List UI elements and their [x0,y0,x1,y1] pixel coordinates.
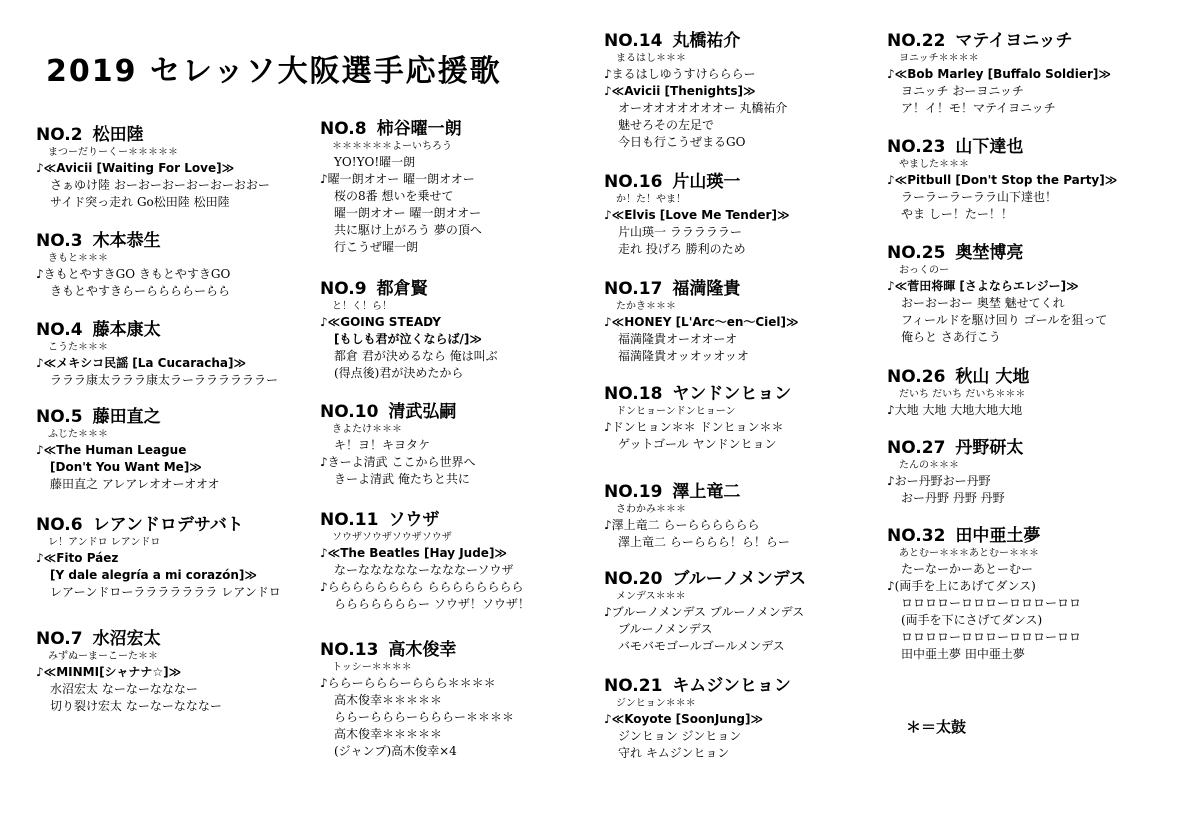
lyric-line: ア！イ！モ！マテイヨニッチ [901,101,1056,115]
chant-call: たかき＊＊＊ [616,301,676,312]
player-header [887,525,1157,547]
player-name: 福満隆貴 [672,279,741,299]
lyric-line: 桜の8番 想いを乗せて [334,189,454,203]
song-entry [604,568,874,655]
lyric-line: ♪ららーらららーららら＊＊＊＊ [320,676,496,690]
lyric-line: ロロロローロロローロロローロロ [901,630,1082,644]
lyric-line: たーなーかーあとーむー [901,562,1034,576]
player-name: 柿谷曜一朗 [376,119,462,139]
player-number: NO.32 [887,526,946,546]
lyric-line: (得点後)君が決めたから [334,366,464,380]
lyric-line: ラーラーラーララ山下達也！ [901,190,1058,204]
chant-call: さわかみ＊＊＊ [616,504,686,515]
song-source: [Y dale alegría a mi corazón]≫ [50,568,257,582]
player-name: レアンドロデサバト [92,515,244,535]
lyric-line: 走れ 投げろ 勝利のため [618,242,746,256]
player-number: NO.4 [36,320,83,340]
lyric-line: ♪ドンヒョン＊＊ ドンヒョン＊＊ [604,420,784,434]
chant-call: ソウザソウザソウザソウザ [332,532,452,543]
player-header [604,481,874,503]
chant-call: と！く！ら！ [332,301,392,312]
player-header [36,628,306,650]
player-header [320,509,590,531]
player-name: 藤田直之 [92,407,161,427]
song-source: ♪≪Koyote [SoonJung]≫ [604,712,764,726]
lyric-line: ♪(両手を上にあげてダンス) [887,579,1036,593]
chant-call: ジンヒョン＊＊＊ [616,698,696,709]
player-header [320,639,590,661]
lyric-line: 福満隆貴オッオッオッオ [618,349,749,363]
player-header [320,118,590,140]
song-entry [320,118,590,256]
lyric-line: ジンヒョン ジンヒョン [618,729,742,743]
song-source: ♪≪The Beatles [Hay Jude]≫ [320,546,507,560]
lyric-line: きもとやすきらーららららーらら [50,284,231,298]
chant-call: こうた＊＊＊ [48,342,108,353]
player-number: NO.13 [320,640,379,660]
player-number: NO.6 [36,515,83,535]
player-number: NO.27 [887,438,946,458]
player-number: NO.10 [320,402,379,422]
player-name: 丹野研太 [955,438,1024,458]
player-number: NO.3 [36,231,83,251]
lyric-line: ♪曜一朗オオー 曜一朗オオー [320,172,475,186]
player-number: NO.9 [320,279,367,299]
lyric-line: 水沼宏太 なーなーなななー [50,682,198,696]
song-entry [320,509,590,613]
chant-call: ヨニッチ＊＊＊＊ [899,53,979,64]
lyric-line: 都倉 君が決めるなら 俺は叫ぶ [334,349,498,363]
lyric-line: ららーらららーらららー＊＊＊＊ [334,710,515,724]
player-name: 奥埜博亮 [955,243,1024,263]
player-name: 水沼宏太 [92,629,161,649]
song-entry [36,230,306,300]
song-entry [604,278,874,365]
chant-call: トッシー＊＊＊＊ [332,662,412,673]
lyric-line: 切り裂け宏太 なーなーなななー [50,699,222,713]
player-header [604,278,874,300]
player-header [36,124,306,146]
lyric-line: ♪きーよ清武 ここから世界へ [320,455,476,469]
lyric-line: YO!YO!曜一朗 [334,155,416,169]
lyric-line: おーおーおー 奥埜 魅せてくれ [901,296,1065,310]
lyric-line: やま しー！たー！！ [901,207,1013,221]
player-name: 木本恭生 [92,231,161,251]
song-source: ♪≪The Human League [36,443,187,457]
lyric-line: 守れ キムジンヒョン [618,746,730,760]
song-source: ♪≪Fito Páez [36,551,119,565]
player-number: NO.19 [604,482,663,502]
player-name: キムジンヒョン [672,676,791,696]
lyric-line: ヨニッチ おーヨニッチ [901,84,1024,98]
player-header [604,568,874,590]
lyric-line: 俺らと さあ行こう [901,330,1001,344]
player-number: NO.23 [887,137,946,157]
song-entry [887,437,1157,507]
song-entry [36,319,306,389]
chant-call: メンデス＊＊＊ [616,591,686,602]
lyric-line: 片山瑛一 ラララララー [618,225,742,239]
song-entry [887,136,1157,223]
song-entry [887,366,1157,419]
lyric-line: さぁゆけ陸 おーおーおーおーおーおおー [50,178,270,192]
player-number: NO.14 [604,31,663,51]
lyric-line: 行こうぜ曜一朗 [334,240,419,254]
lyric-line: 藤田直之 アレアレオオーオオオ [50,477,220,491]
song-source: ♪≪HONEY [L'Arc～en～Ciel]≫ [604,315,799,329]
lyric-line: ♪らららららららら らららららららら [320,580,524,594]
lyric-line: バモバモゴールゴールメンデス [618,639,785,653]
chant-call: ドンヒョーンドンヒョーン [616,406,736,417]
player-header [887,366,1157,388]
player-name: 清武弘嗣 [388,402,457,422]
lyric-line: 福満隆貴オーオオーオ [618,332,738,346]
page-title: 2019 セレッソ大阪選手応援歌 [46,54,502,89]
lyric-line: 曜一朗オオー 曜一朗オオー [334,206,482,220]
song-entry [887,242,1157,346]
chant-call: やました＊＊＊ [899,159,969,170]
song-entry [604,30,874,151]
player-name: 高木俊幸 [388,640,457,660]
player-header [887,242,1157,264]
player-number: NO.22 [887,31,946,51]
song-source: ♪≪Avicii [Waiting For Love]≫ [36,161,235,175]
lyric-line: 高木俊幸＊＊＊＊＊ [334,693,443,707]
player-name: ヤンドンヒョン [672,384,792,404]
song-source: [もしも君が泣くならば/]≫ [334,332,482,346]
lyric-line: キ！ヨ！キヨタケ [334,438,431,452]
lyric-line: フィールドを駆け回り ゴールを狙って [901,313,1108,327]
player-header [604,171,874,193]
player-number: NO.2 [36,125,83,145]
lyric-line: オーオオオオオオオー 丸橋祐介 [618,101,788,115]
lyric-line: ♪澤上竜二 らーらららららら [604,518,760,532]
player-number: NO.5 [36,407,83,427]
player-name: 松田陸 [92,125,144,145]
song-source: ♪≪GOING STEADY [320,315,441,329]
lyric-line: ロロロローロロローロロローロロ [901,596,1082,610]
player-header [320,401,590,423]
lyric-line: きーよ清武 俺たちと共に [334,472,470,486]
player-header [320,278,590,300]
player-number: NO.11 [320,510,379,530]
song-entry [36,628,306,715]
lyric-line: レアーンドローラララララララ レアンドロ [50,585,281,599]
lyric-line: らららららららー ソウザ！ソウザ！ [334,597,530,611]
chant-call: みずぬーまーこーた＊＊ [48,651,158,662]
chant-call: おっくのー [899,265,949,276]
player-name: 丸橋祐介 [672,31,741,51]
lyric-line: (両手を下にさげてダンス) [901,613,1043,627]
player-name: 藤本康太 [92,320,161,340]
player-number: NO.20 [604,569,663,589]
song-entry [36,124,306,211]
lyric-line: 共に駆け上がろう 夢の頂へ [334,223,482,237]
player-header [887,30,1157,52]
song-entry [604,383,874,453]
lyric-line: なーなななななーなななーソウザ [334,563,514,577]
lyric-line: サイド突っ走れ Go松田陸 松田陸 [50,195,230,209]
song-source: ♪≪Bob Marley [Buffalo Soldier]≫ [887,67,1111,81]
player-number: NO.16 [604,172,663,192]
song-entry [887,30,1157,117]
lyric-line: (ジャンプ)高木俊幸×4 [334,744,457,758]
lyric-line: 田中亜土夢 田中亜土夢 [901,647,1025,661]
player-header [604,30,874,52]
lyric-line: ゲットゴール ヤンドンヒョン [618,437,777,451]
player-name: 田中亜土夢 [955,526,1041,546]
chant-call: レ！アンドロ レアンドロ [48,537,161,548]
player-number: NO.8 [320,119,367,139]
song-entry [604,171,874,258]
player-name: 都倉賢 [376,279,428,299]
chant-call: きもと＊＊＊ [48,253,108,264]
chant-call: まるはし＊＊＊ [616,53,686,64]
chant-call: ＊＊＊＊＊＊よーいちろう [332,141,452,152]
player-number: NO.7 [36,629,83,649]
player-name: マテイヨニッチ [955,31,1073,51]
chant-call: まつーだりーくー＊＊＊＊＊ [48,147,178,158]
chant-call: あとむー＊＊＊あとむー＊＊＊ [899,548,1039,559]
player-header [604,675,874,697]
lyric-line: ♪おー丹野おー丹野 [887,474,991,488]
song-source: ♪≪メキシコ民謡 [La Cucaracha]≫ [36,356,247,370]
player-name: 片山瑛一 [672,172,741,192]
song-source: ♪≪Pitbull [Don't Stop the Party]≫ [887,173,1118,187]
song-entry [36,514,306,601]
player-header [604,383,874,405]
chant-call: たんの＊＊＊ [899,460,959,471]
player-number: NO.26 [887,367,946,387]
song-entry [887,525,1157,663]
player-header [36,230,306,252]
chant-call: だいち だいち だいち＊＊＊ [899,389,1026,400]
lyric-line: ♪ブルーノメンデス ブルーノメンデス [604,605,805,619]
song-source: ♪≪MINMI[シャナナ☆]≫ [36,665,182,679]
lyric-line: ♪きもとやすきGO きもとやすきGO [36,267,231,281]
song-entry [320,278,590,382]
chant-call: きよたけ＊＊＊ [332,424,402,435]
lyric-line: 高木俊幸＊＊＊＊＊ [334,727,443,741]
player-number: NO.25 [887,243,946,263]
player-number: NO.21 [604,676,663,696]
lyric-line: ブルーノメンデス [618,622,713,636]
song-entry [604,481,874,551]
song-entry [320,401,590,488]
lyric-line: ♪大地 大地 大地大地大地 [887,403,1023,417]
player-header [36,319,306,341]
song-source: ♪≪Elvis [Love Me Tender]≫ [604,208,790,222]
lyric-line: おー丹野 丹野 丹野 [901,491,1005,505]
song-source: ♪≪Avicii [Thenights]≫ [604,84,756,98]
lyric-line: 今日も行こうぜまるGO [618,135,746,149]
lyric-line: ラララ康太ラララ康太ラーララララララー [50,373,279,387]
song-source: [Don't You Want Me]≫ [50,460,202,474]
song-entry [36,406,306,493]
player-name: 山下達也 [955,137,1024,157]
player-name: 澤上竜二 [672,482,741,502]
player-number: NO.17 [604,279,663,299]
song-entry [320,639,590,760]
player-header [36,406,306,428]
player-name: 秋山 大地 [955,367,1030,387]
player-name: ブルーノメンデス [672,569,807,589]
chant-call: か！た！やま！ [616,194,686,205]
player-header [887,437,1157,459]
player-header [36,514,306,536]
lyric-line: 魅せろその左足で [618,118,715,132]
player-header [887,136,1157,158]
drum-legend: ＊＝太鼓 [906,718,967,736]
lyric-line: 澤上竜二 らーららら！ら！らー [618,535,790,549]
song-entry [604,675,874,762]
player-number: NO.18 [604,384,663,404]
player-name: ソウザ [388,510,440,530]
chant-call: ふじた＊＊＊ [48,429,108,440]
lyric-line: ♪まるはしゆうすけらららー [604,67,756,81]
song-source: ♪≪菅田将暉 [さよならエレジー]≫ [887,279,1079,293]
